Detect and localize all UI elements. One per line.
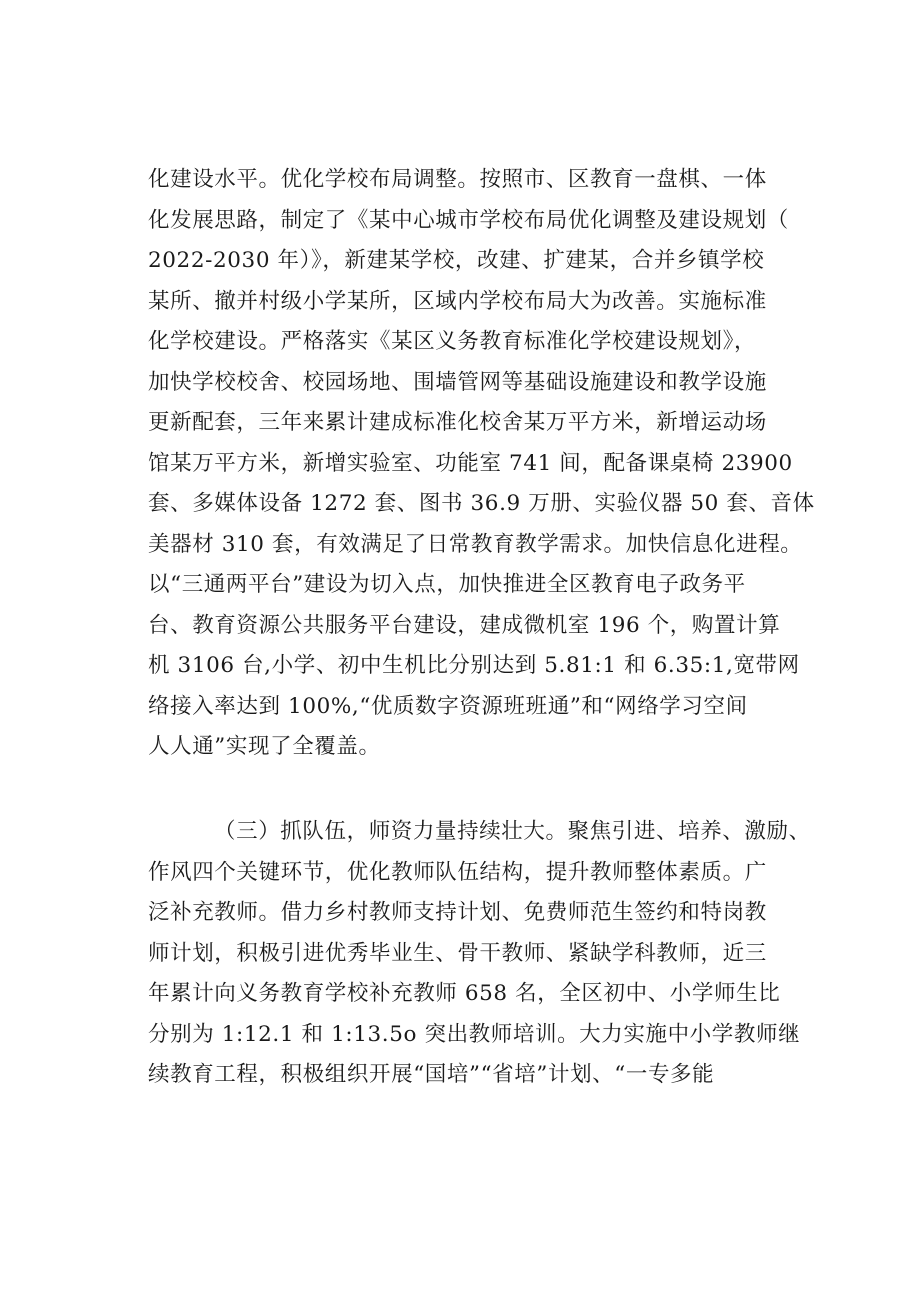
paragraph-school-construction (148, 160, 815, 768)
paragraph-line: 络接入率达到 100%,“优质数字资源班班通”和“网络学习空间 (148, 693, 748, 719)
paragraph-line: 套、多媒体设备 1272 套、图书 36.9 万册、实验仪器 50 套、音体 (148, 491, 815, 516)
paragraph-line: 更新配套，三年来累计建成标准化校舍某万平方米，新增运动场 (148, 410, 767, 435)
paragraph-line: 某所、撤并村级小学某所，区域内学校布局大为改善。实施标准 (148, 288, 767, 314)
paragraph-line: 2022-2030 年）》，新建某学校，改建、扩建某，合并乡镇学校 (148, 248, 765, 273)
paragraph-line: 馆某万平方米，新增实验室、功能室 741 间，配备课桌椅 23900 (148, 450, 793, 476)
paragraph-line: 以“三通两平台”建设为切入点，加快推进全区教育电子政务平 (148, 572, 746, 597)
paragraph-line: 人人通”实现了全覆盖。 (148, 734, 381, 759)
paragraph-line: 加快学校校舍、校园场地、围墙管网等基础设施建设和教学设施 (148, 369, 767, 395)
paragraph-line: 机 3106 台,小学、初中生机比分别达到 5.81:1 和 6.35:1,宽带网 (148, 653, 800, 678)
paragraph-line: 作风四个关键环节，优化教师队伍结构，提升教师整体素质。广 (148, 859, 767, 885)
paragraph-line: 美器材 310 套，有效满足了日常教育教学需求。加快信息化进程。 (148, 531, 803, 557)
paragraph-line: 化建设水平。优化学校布局调整。按照市、区教育一盘棋、一体 (148, 167, 767, 192)
paragraph-line: 泛补充教师。借力乡村教师支持计划、免费师范生签约和特岗教 (148, 900, 767, 925)
paragraph-line: 台、教育资源公共服务平台建设，建成微机室 196 个，购置计算 (148, 612, 781, 638)
paragraph-line: 化学校建设。严格落实《某区义务教育标准化学校建设规划》， (148, 329, 757, 354)
paragraph-line: 续教育工程，积极组织开展“国培”“省培”计划、“一专多能 (148, 1062, 715, 1087)
paragraph-line: 化发展思路，制定了《某中心城市学校布局优化调整及建设规划（ (148, 207, 789, 233)
paragraph-line: 分别为 1:12.1 和 1:13.5o 突出教师培训。大力实施中小学教师继 (148, 1021, 801, 1047)
paragraph-teacher-team (148, 812, 811, 1096)
paragraph-line: 师计划，积极引进优秀毕业生、骨干教师、紧缺学科教师，近三 (148, 940, 767, 966)
paragraph-line-heading: （三）抓队伍，师资力量持续壮大。聚焦引进、培养、激励、 (214, 819, 811, 844)
paragraph-line: 年累计向义务教育学校补充教师 658 名，全区初中、小学师生比 (148, 981, 781, 1006)
